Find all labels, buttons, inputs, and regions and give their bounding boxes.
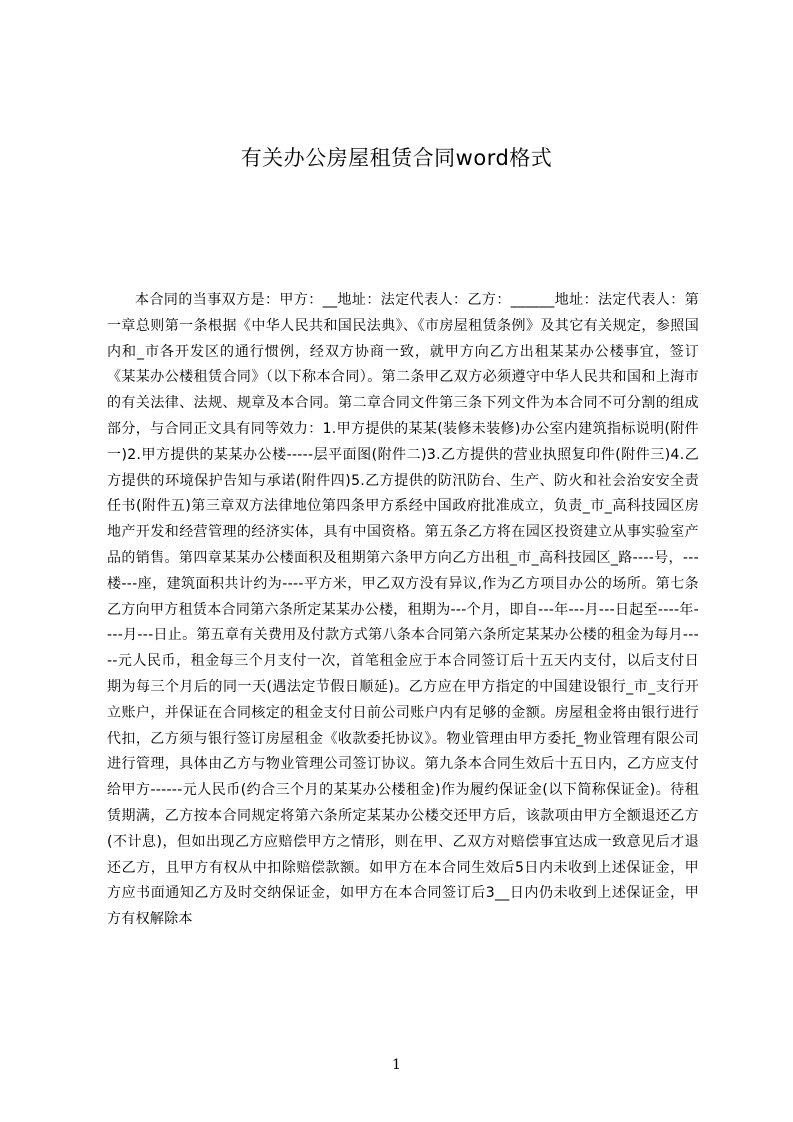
document-body-paragraph: 本合同的当事双方是：甲方：__地址：法定代表人：乙方：______地址：法定代表人：第一章总则第一条根据《中华人民共和国民法典》、《市房屋租赁条例》及其它有关规定，参照国内和_市各开发区的通行惯例，经双方协商一致，就甲方向乙方出租某某办公楼事宜，签订《某某办公楼租赁合同》（以下称本合同）。第二条甲乙双方必须遵守中华人民共和国和上海市的有关法律、法规、规章及本合同。第二章合同文件第三条下列文件为本合同不可分割的组成部分，与合同正文具有同等效力：1.甲方提供的某某(装修未装修)办公室内建筑指标说明(附件一)2.甲方提供的某某办公楼-----层平面图(附件二)3.乙方提供的营业执照复印件(附件三)4.乙方提供的环境保护告知与承诺(附件四)5.乙方提供的防汛防台、生产、防火和社会治安安全责任书(附件五)第三章双方法律地位第四条甲方系经中国政府批准成立，负责_市_高科技园区房地产开发和经营管理的经济实体，具有中国资格。第五条乙方将在园区投资建立从事实验室产品的销售。第四章某某办公楼面积及租期第六条甲方向乙方出租_市_高科技园区_路----号，---楼---座，建筑面积共计约为----平方米，甲乙双方没有异议,作为乙方项目办公的场所。第七条乙方向甲方租赁本合同第六条所定某某办公楼，租期为---个月，即自---年---月---日起至----年----月---日止。第五章有关费用及付款方式第八条本合同第六条所定某某办公楼的租金为每月-----元人民币，租金每三个月支付一次，首笔租金应于本合同签订后十五天内支付，以后支付日期为每三个月后的同一天(遇法定节假日顺延)。乙方应在甲方指定的中国建设银行_市_支行开立账户，并保证在合同核定的租金支付日前公司账户内有足够的金额。房屋租金将由银行进行代扣，乙方须与银行签订房屋租金《收款委托协议》。物业管理由甲方委托_物业管理有限公司进行管理，具体由乙方与物业管理公司签订协议。第九条本合同生效后十五日内，乙方应支付给甲方------元人民币(约合三个月的某某办公楼租金)作为履约保证金(以下简称保证金)。待租赁期满，乙方按本合同规定将第六条所定某某办公楼交还甲方后，该款项由甲方全额退还乙方(不计息)，但如出现乙方应赔偿甲方之情形，则在甲、乙双方对赔偿事宜达成一致意见后才退还乙方，且甲方有权从中扣除赔偿款额。如甲方在本合同生效后5日内未收到上述保证金，甲方应书面通知乙方及时交纳保证金，如甲方在本合同签订后3__日内仍未收到上述保证金，甲方有权解除本 [107, 292, 699, 928]
page-number: 1 [392, 1057, 401, 1073]
document-title: 有关办公房屋租赁合同word格式 [240, 146, 553, 170]
